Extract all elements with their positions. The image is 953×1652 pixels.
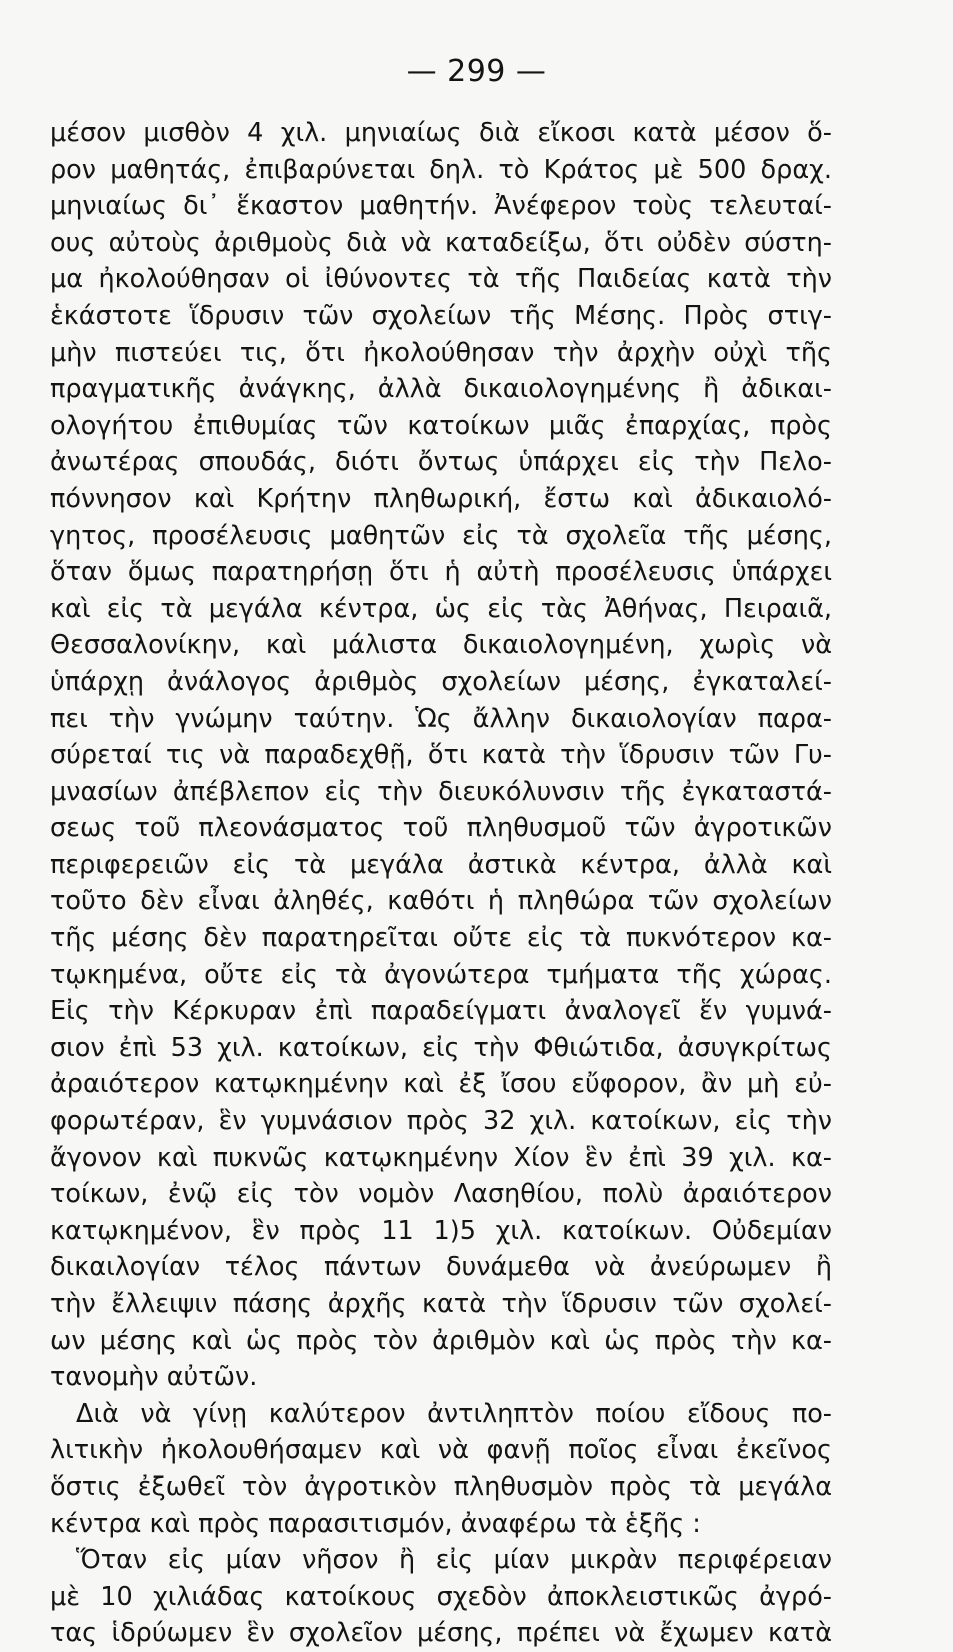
text-line: φορωτέραν, ἓν γυμνάσιον πρὸς 32 χιλ. κατοίκων, εἰς τὴν [50,1106,832,1137]
text-line: μηνιαίως δι᾽ ἕκαστον μαθητήν. Ἀνέφερον τοὺς τελευταί- [50,191,832,222]
text-line: ους αὐτοὺς ἀριθμοὺς διὰ νὰ καταδείξω, ὅτι οὐδὲν σύστη- [50,227,832,258]
text-line: κατῳκημένον, ἓν πρὸς 11 1)5 χιλ. κατοίκων. Οὐδεμίαν [50,1215,832,1246]
text-line: ων μέσης καὶ ὡς πρὸς τὸν ἀριθμὸν καὶ ὡς πρὸς τὴν κα- [50,1325,832,1356]
body-text [50,115,832,1652]
text-line: μέσον μισθὸν 4 χιλ. μηνιαίως διὰ εἴκοσι κατὰ μέσον ὅ- [50,118,832,148]
text-line: καὶ εἰς τὰ μεγάλα κέντρα, ὡς εἰς τὰς Ἀθήνας, Πειραιᾶ, [50,593,832,624]
text-line: τῳκημένα, οὔτε εἰς τὰ ἀγονώτερα τμήματα τῆς χώρας. [50,959,832,990]
text-line: μὲ 10 χιλιάδας κατοίκους σχεδὸν ἀποκλειστικῶς ἀγρό- [50,1581,832,1612]
text-line: περιφερειῶν εἰς τὰ μεγάλα ἀστικὰ κέντρα, ἀλλὰ καὶ [50,849,832,880]
text-line: πει τὴν γνώμην ταύτην. Ὡς ἄλλην δικαιολογίαν παρα- [50,703,832,734]
text-line: ρον μαθητάς, ἐπιβαρύνεται δηλ. τὸ Κράτος μὲ 500 δραχ. [50,154,832,185]
text-line: Ὅταν εἰς μίαν νῆσον ἢ εἰς μίαν μικρὰν περιφέρειαν [76,1545,832,1576]
text-line: μνασίων ἀπέβλεπον εἰς τὴν διευκόλυνσιν τῆς ἐγκαταστά- [50,776,832,807]
text-line: ὅστις ἐξωθεῖ τὸν ἀγροτικὸν πληθυσμὸν πρὸς τὰ μεγάλα [50,1471,832,1502]
text-line: σιον ἐπὶ 53 χιλ. κατοίκων, εἰς τὴν Φθιώτιδα, ἀσυγκρίτως [50,1032,832,1063]
text-line: τας ἱδρύωμεν ἓν σχολεῖον μέσης, πρέπει νὰ ἔχωμεν κατὰ [50,1618,832,1649]
text-line: ἀνωτέρας σπουδάς, διότι ὄντως ὑπάρχει εἰς τὴν Πελο- [50,447,832,478]
text-line: Διὰ νὰ γίνῃ καλύτερον ἀντιληπτὸν ποίου εἴδους πο- [76,1398,832,1429]
text-line: τῆς μέσης δὲν παρατηρεῖται οὔτε εἰς τὰ πυκνότερον κα- [50,923,832,954]
text-line: γητος, προσέλευσις μαθητῶν εἰς τὰ σχολεῖα τῆς μέσης, [50,520,832,551]
text-line: ἄγονον καὶ πυκνῶς κατῳκημένην Χίον ἓν ἐπὶ 39 χιλ. κα- [50,1142,832,1173]
text-line: πόννησον καὶ Κρήτην πληθωρική, ἔστω καὶ ἀδικαιολό- [50,483,832,514]
text-line: ἀραιότερον κατῳκημένην καὶ ἐξ ἴσου εὔφορον, ἂν μὴ εὐ- [50,1069,832,1100]
text-line: ὅταν ὅμως παρατηρήσῃ ὅτι ἡ αὐτὴ προσέλευσις ὑπάρχει [50,557,832,588]
text-line: λιτικὴν ἠκολουθήσαμεν καὶ νὰ φανῇ ποῖος εἶναι ἐκεῖνος [50,1435,832,1466]
text-line: τοίκων, ἐνῷ εἰς τὸν νομὸν Λασηθίου, πολὺ ἀραιότερον [50,1179,832,1210]
text-line: σεως τοῦ πλεονάσματος τοῦ πληθυσμοῦ τῶν ἀγροτικῶν [50,813,832,844]
text-line: δικαιλογίαν τέλος πάντων δυνάμεθα νὰ ἀνεύρωμεν ἢ [50,1252,832,1283]
text-line: τὴν ἔλλειψιν πάσης ἀρχῆς κατὰ τὴν ἵδρυσιν τῶν σχολεί- [50,1289,832,1319]
text-line: ὑπάρχῃ ἀνάλογος ἀριθμὸς σχολείων μέσης, ἐγκαταλεί- [50,666,832,697]
text-line: τανομὴν αὐτῶν. [50,1362,258,1393]
text-line: κέντρα καὶ πρὸς παρασιτισμόν, ἀναφέρω τὰ ἑξῆς : [50,1508,701,1539]
text-line: τοῦτο δὲν εἶναι ἀληθές, καθότι ἡ πληθώρα τῶν σχολείων [50,886,832,917]
text-line: ολογήτου ἐπιθυμίας τῶν κατοίκων μιᾶς ἐπαρχίας, πρὸς [50,410,832,441]
text-line: μὴν πιστεύει τις, ὅτι ἠκολούθησαν τὴν ἀρχὴν οὐχὶ τῆς [50,337,832,368]
page-number: — 299 — [406,54,547,89]
text-line: πραγματικῆς ἀνάγκης, ἀλλὰ δικαιολογημένης ἢ ἀδικαι- [50,374,832,405]
text-line: σύρεταί τις νὰ παραδεχθῇ, ὅτι κατὰ τὴν ἵδρυσιν τῶν Γυ- [50,740,832,771]
text-line: Θεσσαλονίκην, καὶ μάλιστα δικαιολογημένη, χωρὶς νὰ [50,630,832,661]
text-line: Εἰς τὴν Κέρκυραν ἐπὶ παραδείγματι ἀναλογεῖ ἕν γυμνά- [50,996,832,1027]
text-line: ἑκάστοτε ἵδρυσιν τῶν σχολείων τῆς Μέσης. Πρὸς στιγ- [50,300,832,331]
text-line: μα ἠκολούθησαν οἱ ἰθύνοντες τὰ τῆς Παιδείας κατὰ τὴν [50,264,832,295]
